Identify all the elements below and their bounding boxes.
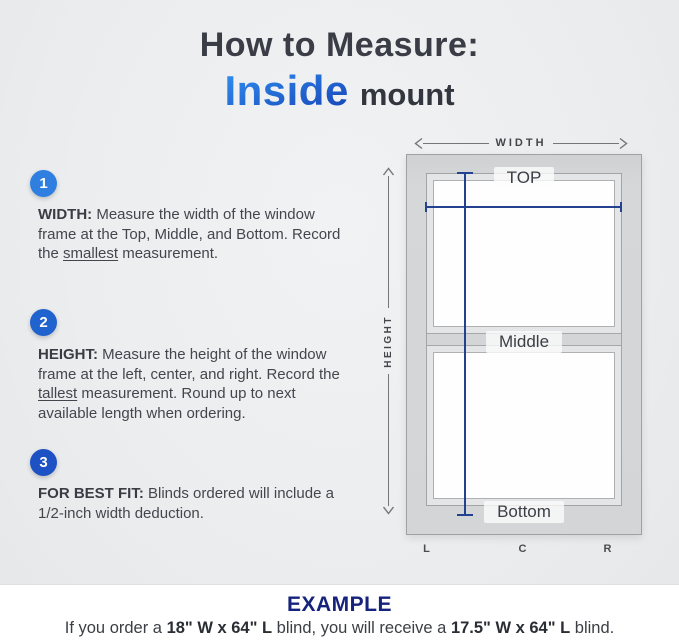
width-dimension-arrow [414,136,628,150]
step-1-body: Measure the width of the window frame at the Top, Middle, and Bottom. Record the [38,206,341,262]
height-measure-bottom-cap [457,514,473,516]
example-sentence [0,619,679,638]
title-suffix: mount [359,77,455,112]
step-1-body-end: measurement. [118,245,219,262]
step-1-text [38,205,350,264]
step-2-label: HEIGHT: [38,346,98,363]
example-footer [0,584,679,642]
step-3-label: FOR BEST FIT: [38,485,144,502]
window-opening [426,173,622,506]
arrow-right-icon [619,137,628,150]
step-3-badge: 3 [30,449,57,476]
step-3-body: Blinds ordered will include a 1/2-inch width deduction. [38,485,334,522]
title-highlight: Inside [224,67,349,114]
width-arrow-label: WIDTH [495,137,547,149]
example-text-end: blind. [570,619,615,637]
example-text-middle: blind, you will receive a [272,619,451,637]
step-2-text [38,345,350,423]
marker-left: L [423,543,431,555]
arrow-line [388,176,389,308]
height-arrow-label: HEIGHT [382,314,394,368]
width-measure-line [425,206,622,208]
example-ordered-size: 18" W x 64" L [166,619,273,637]
bottom-label-text: Bottom [484,501,564,523]
step-1-label: WIDTH: [38,206,93,223]
example-heading: EXAMPLE [286,593,392,616]
arrow-up-icon [382,167,395,176]
marker-right: R [603,543,613,555]
step-2-underlined-word: tallest [38,385,78,402]
width-measure-left-cap [425,202,427,212]
step-2-body: Measure the height of the window frame at the left, center, and right. Record the [38,346,340,383]
step-3-text [38,484,350,523]
marker-center: C [518,543,528,555]
step-2-badge: 2 [30,309,57,336]
arrow-down-icon [382,506,395,515]
height-measure-top-cap [457,172,473,174]
width-measure-right-cap [620,202,622,212]
example-received-size: 17.5" W x 64" L [450,619,571,637]
title-prefix: How to Measure: [199,26,480,64]
page-title [0,26,679,115]
height-dimension-arrow [381,167,395,515]
step-1-underlined-word: smallest [63,245,119,262]
lower-window-pane [433,352,615,499]
step-2-body-end: measurement. Round up to next available length when ordering. [38,385,296,422]
arrow-line [553,143,619,144]
example-text-start: If you order a [64,619,167,637]
upper-window-pane [433,180,615,327]
arrow-line [423,143,489,144]
arrow-line [388,374,389,506]
window-frame-illustration [406,154,642,535]
middle-label-text: Middle [486,331,562,353]
height-measure-line [464,172,466,516]
step-1-badge: 1 [30,170,57,197]
top-label-text: TOP [494,167,555,189]
middle-sash-rail [427,333,621,346]
arrow-left-icon [414,137,423,150]
